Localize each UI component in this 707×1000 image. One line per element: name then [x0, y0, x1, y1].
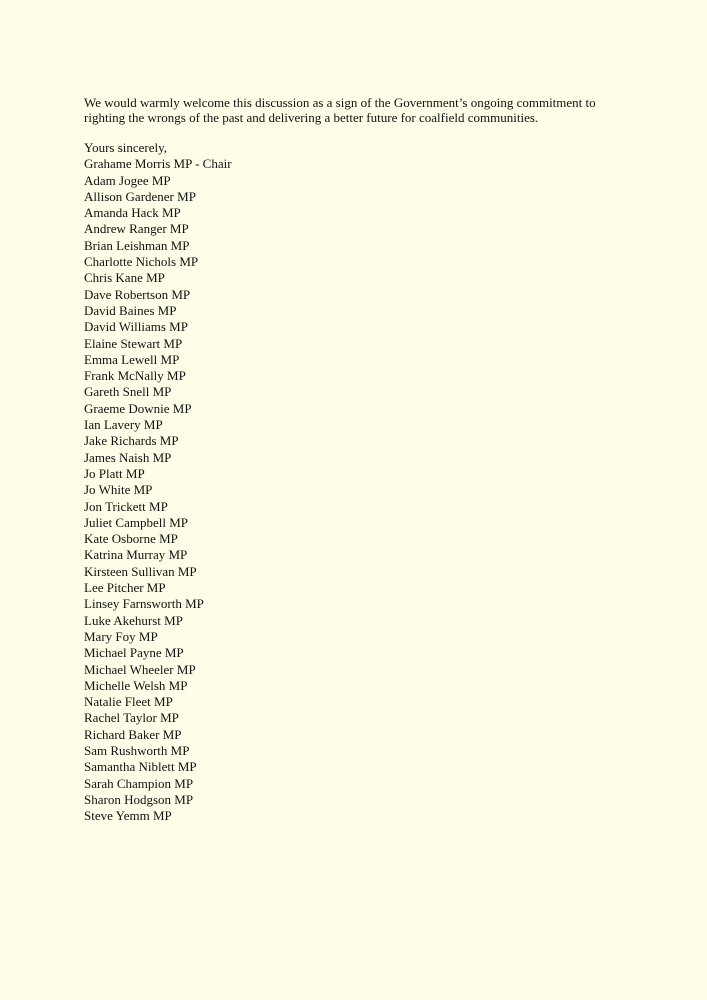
signatory-item: Lee Pitcher MP [84, 580, 166, 596]
letter-body [84, 96, 684, 824]
signatory-item: Emma Lewell MP [84, 351, 180, 367]
signatory-item: Chris Kane MP [84, 270, 165, 286]
signatory-item: Charlotte Nichols MP [84, 254, 199, 270]
signatory-item: Sarah Champion MP [84, 775, 194, 791]
signatory-item: Jo White MP [84, 482, 153, 498]
intro-paragraph [84, 96, 684, 125]
signatory-item: Jake Richards MP [84, 433, 179, 449]
signatory-item: Dave Robertson MP [84, 286, 191, 302]
signatory-item: David Baines MP [84, 302, 177, 318]
signatory-item: Jo Platt MP [84, 465, 145, 481]
signatory-item: James Naish MP [84, 449, 172, 465]
signatory-item: Graeme Downie MP [84, 400, 192, 416]
closing-salutation: Yours sincerely, [84, 140, 168, 155]
intro-line-2: righting the wrongs of the past and delivering a better future for coalfield communities. [84, 109, 539, 125]
signatory-list [84, 156, 684, 824]
signatory-item: Adam Jogee MP [84, 172, 171, 188]
signatory-item: Steve Yemm MP [84, 808, 172, 824]
signatory-item: Juliet Campbell MP [84, 514, 188, 530]
signatory-item: Sam Rushworth MP [84, 742, 190, 758]
signatory-item: Andrew Ranger MP [84, 221, 189, 237]
signatory-item: Kirsteen Sullivan MP [84, 563, 197, 579]
signatory-item: Sharon Hodgson MP [84, 791, 194, 807]
signatory-item: Frank McNally MP [84, 368, 186, 384]
signatory-item: Samantha Niblett MP [84, 759, 197, 775]
signatory-item: Michael Payne MP [84, 645, 184, 661]
signatory-item: Ian Lavery MP [84, 417, 163, 433]
signatory-item: Kate Osborne MP [84, 531, 178, 547]
signatory-item: Jon Trickett MP [84, 498, 168, 514]
signatory-item: David Williams MP [84, 319, 188, 335]
signatory-item: Mary Foy MP [84, 628, 158, 644]
signatory-item: Gareth Snell MP [84, 384, 172, 400]
signatory-chair: Grahame Morris MP - Chair [84, 156, 232, 172]
intro-line-1: We would warmly welcome this discussion as a sign of the Government’s ongoing commitment to [84, 95, 596, 110]
signatory-item: Natalie Fleet MP [84, 694, 173, 710]
signatory-item: Linsey Farnsworth MP [84, 596, 204, 612]
signatory-item: Allison Gardener MP [84, 188, 196, 204]
signatory-item: Katrina Murray MP [84, 547, 188, 563]
signatory-item: Elaine Stewart MP [84, 335, 183, 351]
signatory-item: Brian Leishman MP [84, 237, 190, 253]
signatory-item: Amanda Hack MP [84, 205, 181, 221]
signatory-item: Rachel Taylor MP [84, 710, 179, 726]
signatory-item: Richard Baker MP [84, 726, 182, 742]
signatory-item: Luke Akehurst MP [84, 612, 183, 628]
signatory-item: Michelle Welsh MP [84, 677, 188, 693]
signatory-item: Michael Wheeler MP [84, 661, 196, 677]
